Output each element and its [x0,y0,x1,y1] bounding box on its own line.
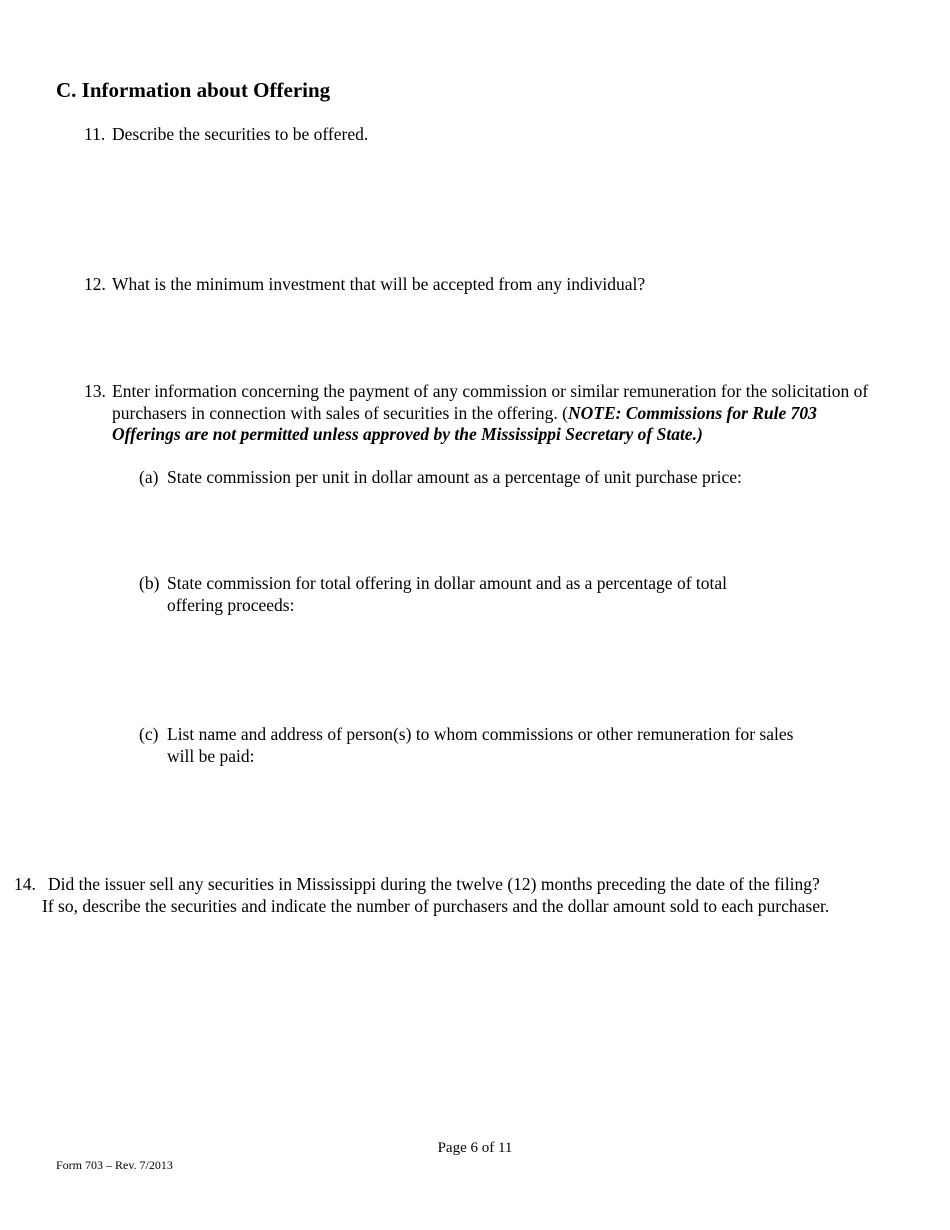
subitem-text: State commission per unit in dollar amount as a percentage of unit purchase price: [167,467,742,487]
question-text-block [112,381,877,446]
question-text: Did the issuer sell any securities in Mississippi during the twelve (12) months preceding the date of the filing? If so, describe the securities and indicate the number of purchasers and the dollar amount sold to each purchaser. [42,874,830,916]
page-number: Page 6 of 11 [437,1140,513,1156]
question-number: 12. [84,274,106,294]
question-text: Describe the securities to be offered. [112,124,369,144]
question-text: Enter information concerning the payment of any commission or similar remuneration for the solicitation of purchasers in connection with sales of securities in the offering. ( [112,381,869,423]
subitem-label: (a) [139,467,159,487]
section-title: C. Information about Offering [56,78,331,102]
question-number: 13. [84,381,106,401]
subitem-text: List name and address of person(s) to whom commissions or other remuneration for sales will be paid: [167,724,794,766]
subitem-label: (b) [139,573,160,593]
commission-note: NOTE: Commissions for Rule 703 Offerings are not permitted unless approved by the Mississippi Secretary of State.) [112,402,817,444]
question-number: 14. [14,874,36,894]
question-text: What is the minimum investment that will be accepted from any individual? [112,274,646,294]
question-number: 11. [84,124,106,144]
subitem-text: State commission for total offering in dollar amount and as a percentage of total offering proceeds: [167,573,727,615]
form-revision: Form 703 – Rev. 7/2013 [56,1158,173,1172]
subitem-label: (c) [139,724,159,744]
